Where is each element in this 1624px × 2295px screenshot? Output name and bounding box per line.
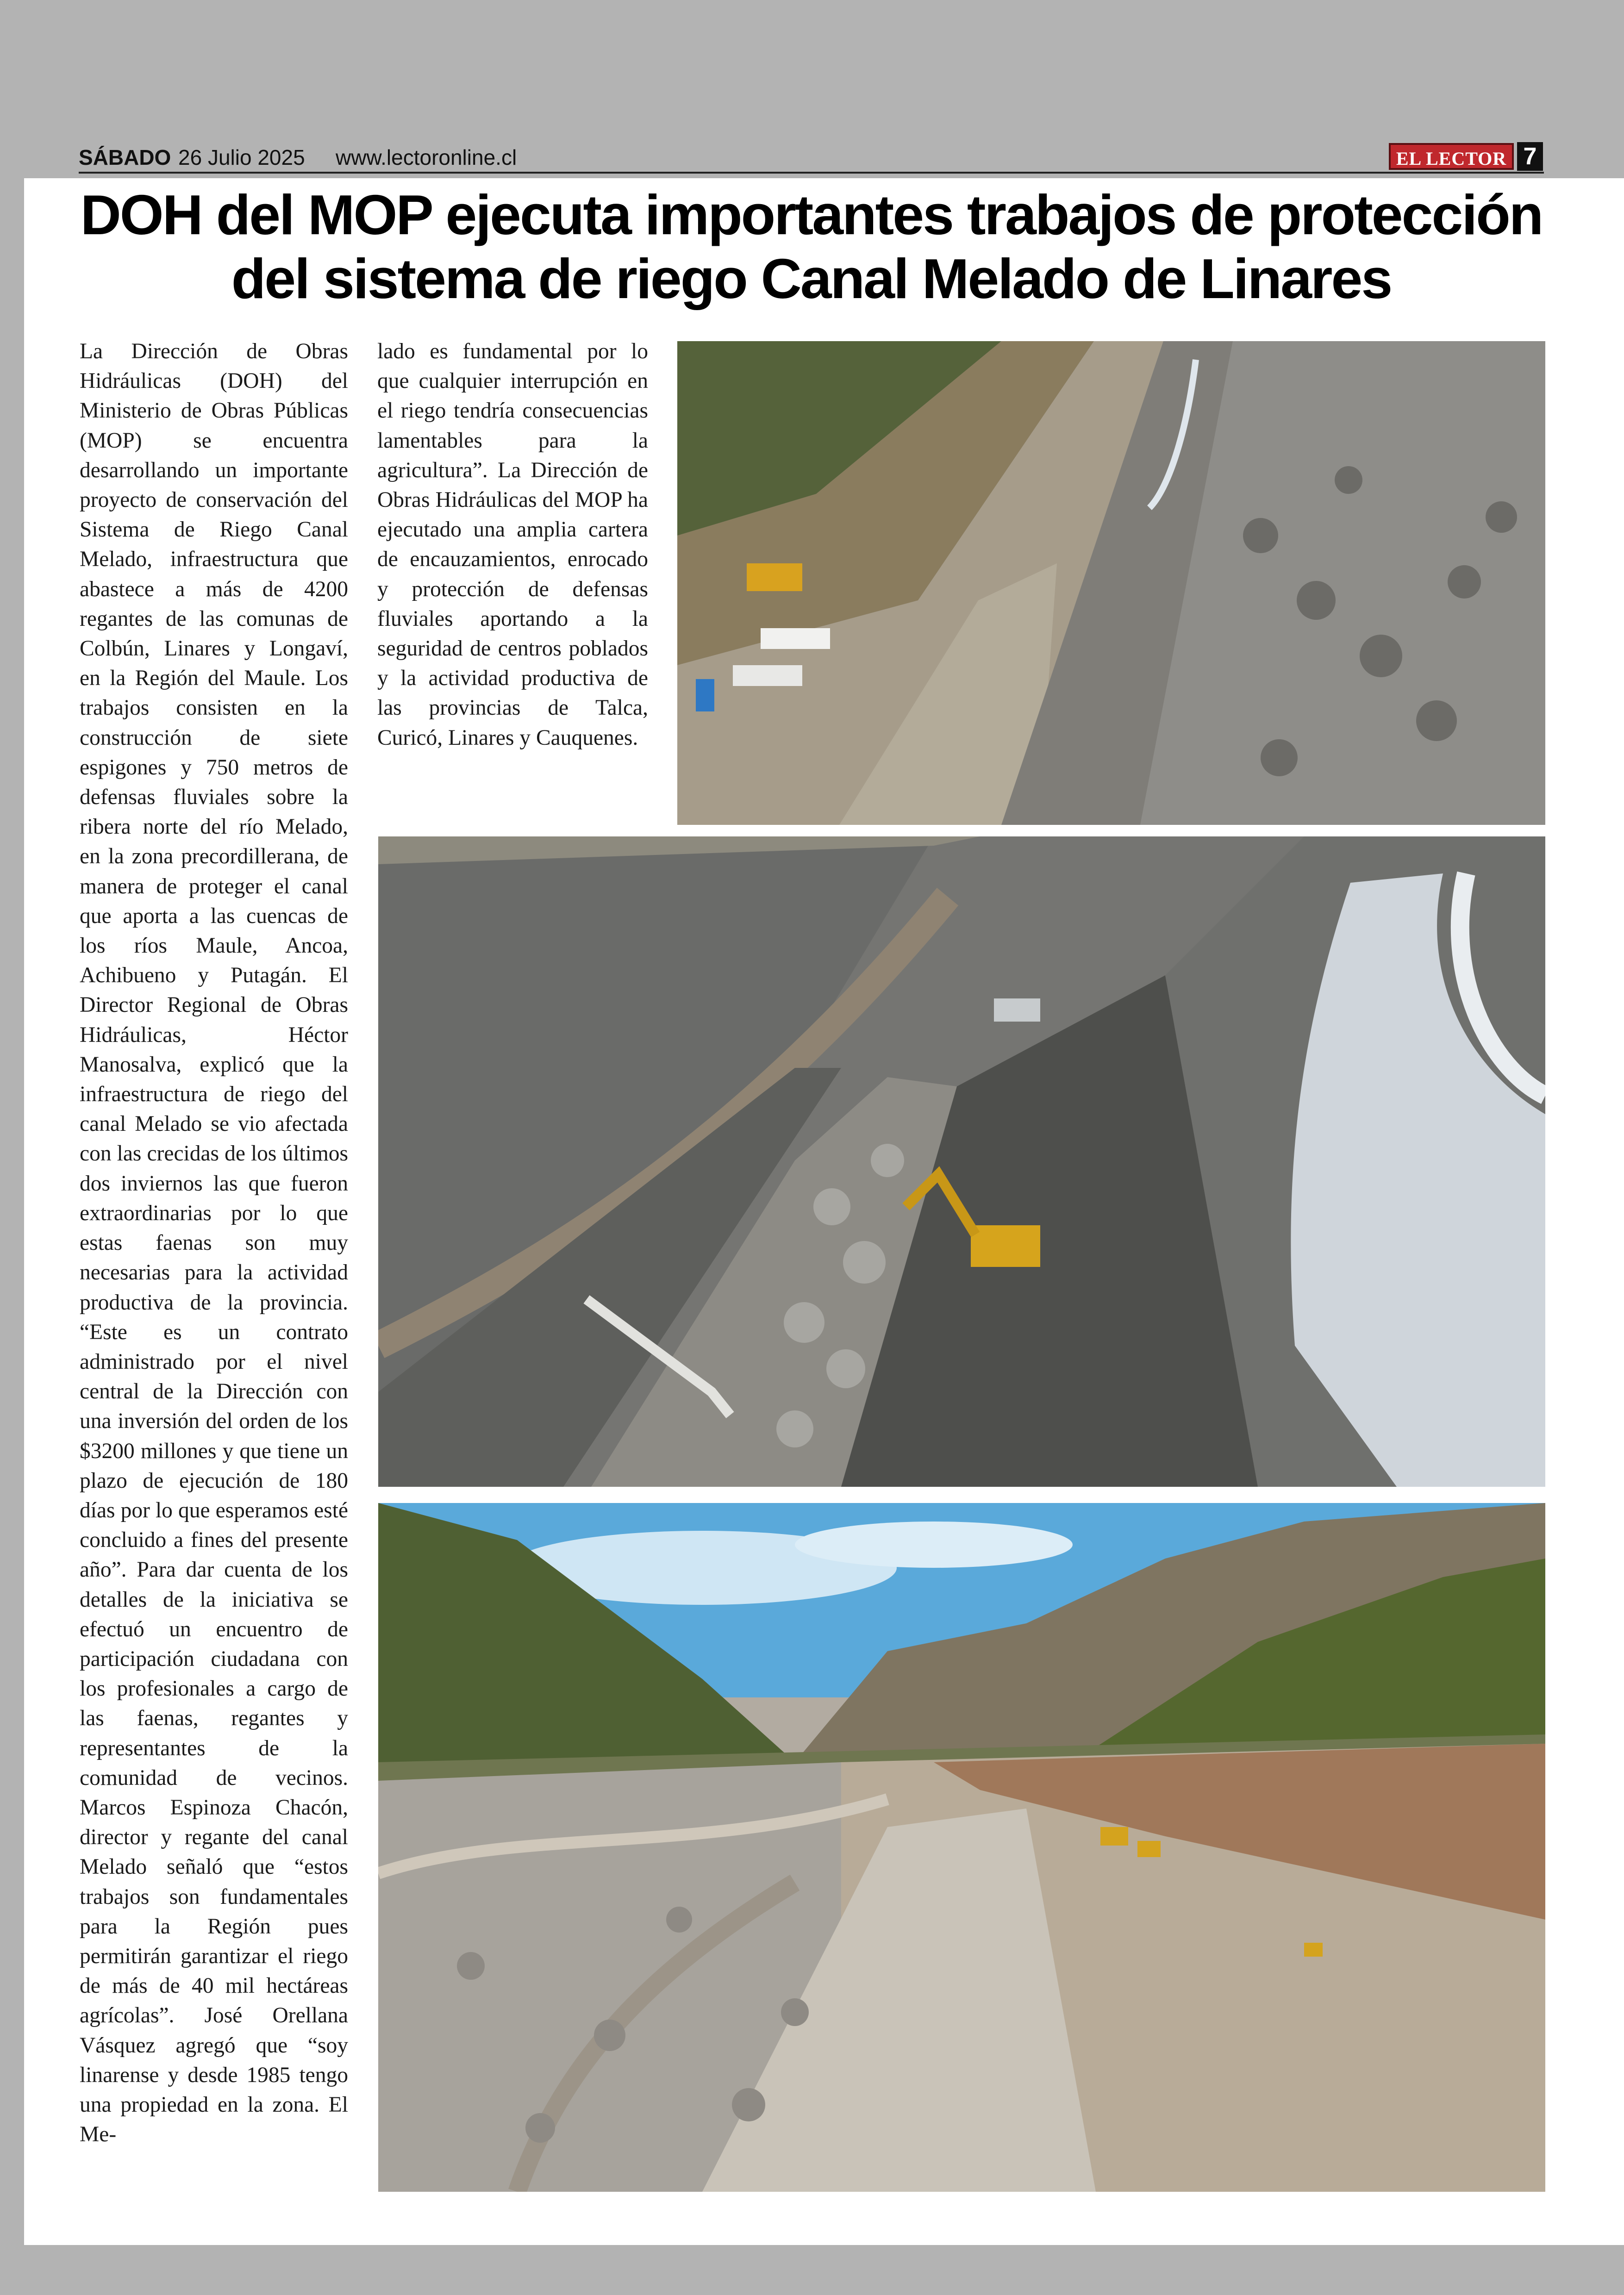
photo-excavator-rocks [378, 836, 1545, 1487]
article-column-1: La Dirección de Obras Hidráulicas (DOH) del Ministerio de Obras Públicas (MOP) se encuentra desarrollando un importante proyecto de conservación del Sistema de Riego Canal Melado, infraestructura que abastece a más de 4200 regantes de las comunas de Colbún, Linares y Longaví, en la Región del Maule. Los trabajos consisten en la construcción de siete espigones y 750 metros de defensas fluviales sobre la ribera norte del río Melado, en la zona precordillerana, de manera de proteger el canal que aporta a las cuencas de los ríos Maule, Ancoa, Achibueno y Putagán. El Director Regional de Obras Hidráulicas, Héctor Manosalva, explicó que la infraestructura de riego del canal Melado se vio afectada con las crecidas de los últimos dos inviernos las que fueron extraordinarias por lo que estas faenas son muy necesarias para la actividad productiva de la provincia. “Este es un contrato administrado por el nivel central de la Dirección con una inversión del orden de los $3200 millones y que tiene un plazo de ejecución de 180 días por lo que esperamos esté concluido a fines del presente año”. Para dar cuenta de los detalles de la iniciativa se efectuó un encuentro de participación ciudadana con los profesionales a cargo de las faenas, regantes y representantes de la comunidad de vecinos. Marcos Espinoza Chacón, director y regante del canal Melado señaló que “estos trabajos son fundamentales para la Región pues permitirán garantizar el riego de más de 40 mil hectáreas agrícolas”. José Orellana Vásquez agregó que “soy linarense y desde 1985 tengo una propiedad en la zona. El Me- [80, 339, 348, 2147]
header-day: SÁBADO [79, 145, 171, 169]
page-header [79, 141, 1544, 175]
newspaper-logo [1389, 143, 1514, 170]
logo-text: EL LECTOR [1396, 148, 1507, 169]
header-date: 26 Julio 2025 [178, 145, 305, 169]
photo-river-valley [378, 1503, 1545, 2192]
article-headline: DOH del MOP ejecuta importantes trabajos de protección del sistema de riego Canal Melado de Linares [80, 183, 1543, 310]
header-rule [79, 172, 1544, 174]
header-website: www.lectoronline.cl [336, 145, 517, 169]
page-number: 7 [1517, 142, 1543, 171]
photo-aerial-riverbank [677, 341, 1545, 825]
article-column-2: lado es fundamental por lo que cualquier interrupción en el riego tendría consecuencias lamentables para la agricultura”. La Dirección de Obras Hidráulicas del MOP ha ejecutado una amplia cartera de encauzamientos, enrocado y protección de defensas fluviales aportando a la seguridad de centros poblados y la actividad productiva de las provincias de Talca, Curicó, Linares y Cauquenes. [377, 339, 648, 750]
